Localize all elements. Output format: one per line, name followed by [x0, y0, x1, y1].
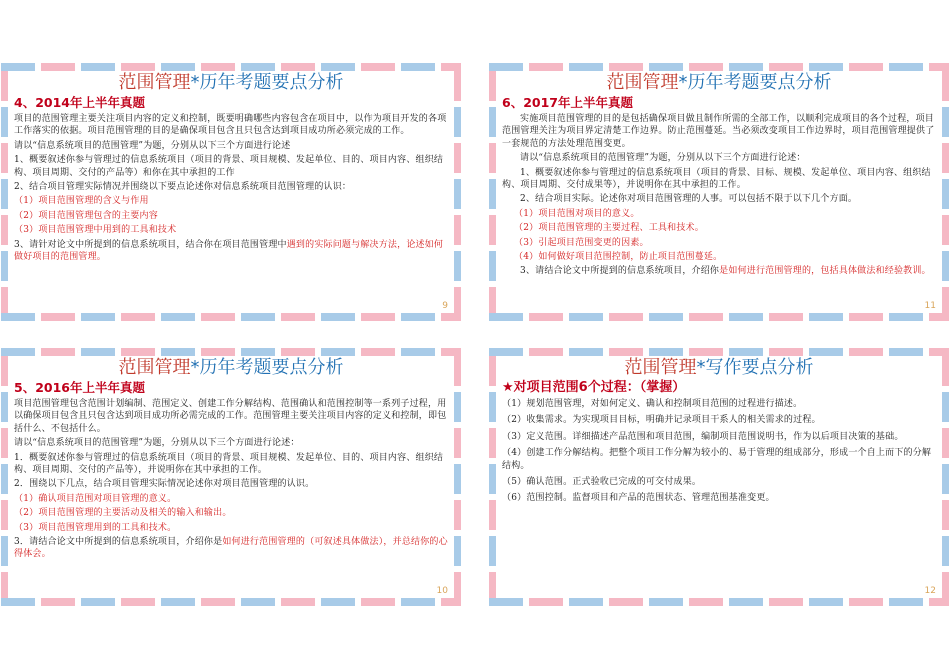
- list-item: （3）定义范围。详细描述产品范围和项目范围，编制项目范围说明书，作为以后项目决策的基础。: [502, 431, 904, 442]
- paragraph: 3、请针对论文中所提到的信息系统项目，结合你在项目范围管理中遇到的实际问题与解决方法，论述如何做好项目的范围管理。: [14, 239, 444, 263]
- slide-heading: ★对项目范围6个过程：（掌握）: [502, 380, 686, 395]
- slide-2014: [1, 63, 461, 321]
- list-item: （1）规划范围管理，对如何定义、确认和控制项目范围的过程进行描述。: [502, 399, 803, 409]
- paragraph: 3．请结合论文中所提到的信息系统项目，介绍你是如何进行范围管理的（可叙述具体做法），并总结你的心得体会。: [14, 537, 448, 560]
- paragraph: 2．围绕以下几点，结合项目管理实际情况论述你对项目范围管理的认识。: [14, 479, 315, 490]
- page-number: 9: [442, 301, 448, 311]
- paragraph: 请以“信息系统项目的范围管理”为题，分别从以下三个方面进行论述：: [14, 438, 300, 449]
- slide-heading: 4、2014年上半年真题: [14, 95, 145, 110]
- paragraph: 请以“信息系统项目的范围管理”为题，分别从以下三个方面进行论述：: [520, 153, 806, 164]
- slide-heading: 6、2017年上半年真题: [502, 95, 633, 110]
- list-item: （1）项目范围管理的含义与作用: [14, 196, 149, 207]
- list-item: （4）创建工作分解结构。把整个项目工作分解为较小的、易于管理的组成部分，形成一个自上而下的分解结构。: [502, 448, 932, 471]
- paragraph: 2、结合项目实际。论述你对项目范围管理的人事。可以包括不限于以下几个方面。: [520, 194, 858, 205]
- list-item: （3）项目范围管理中用到的工具和技术: [14, 225, 177, 236]
- slide-title: 范围管理*写作要点分析: [624, 357, 814, 378]
- paragraph: 1、概要叙述你参与管理过的信息系统项目（项目的背景、项目规模、发起单位、目的、项目内容、组织结构、项目周期、交付的产品等）和你在其中承担的工作: [14, 155, 444, 178]
- page-number: 10: [436, 586, 448, 596]
- paragraph: 1、概要叙述你参与管理过的信息系统项目（项目的背景、目标、规模、发起单位、项目内容、组织结构、项目周期、交付成果等），并说明你在其中承担的工作。: [502, 167, 931, 191]
- paragraph: 1．概要叙述你参与管理过的信息系统项目（项目的背景、项目规模、发起单位、目的、项目内容、组织结构、项目周期、交付的产品等），并说明你在其中承担的工作。: [14, 452, 444, 476]
- list-item: （3）项目范围管理用到的工具和技术。: [14, 522, 177, 533]
- slide-title: 范围管理*历年考题要点分析: [118, 357, 344, 378]
- list-item: （1）项目范围对项目的意义。: [514, 208, 640, 219]
- slide-title: 范围管理*历年考题要点分析: [606, 72, 832, 93]
- list-item: （6）范围控制。监督项目和产品的范围状态、管理范围基准变更。: [502, 493, 775, 504]
- list-item: （2）项目范围管理的主要活动及相关的输入和输出。: [14, 508, 232, 519]
- paragraph: 请以“信息系统项目的范围管理”为题，分别从以下三个方面进行论述: [14, 140, 291, 151]
- slide-2017: [489, 63, 949, 321]
- slide-2016: [1, 348, 461, 606]
- paragraph: 实施项目范围管理的目的是包括确保项目做且制作所需的全部工作，以顺利完成项目的各个过程，项目范围管理关注为项目界定清楚工作边界。防止范围蔓延。当必须改变项目工作边界时，项目范围管理提供了一套规范的方法处理范围变更。: [502, 114, 935, 149]
- slide-heading: 5、2016年上半年真题: [14, 380, 145, 395]
- list-item: （2）项目范围管理的主要过程、工具和技术。: [514, 223, 704, 234]
- page-number: 11: [924, 301, 936, 311]
- list-item: （5）确认范围。正式验收已完成的可交付成果。: [502, 477, 702, 488]
- list-item: （3）引起项目范围变更的因素。: [514, 237, 649, 248]
- list-item: （1）确认项目范围对项目管理的意义。: [14, 493, 177, 504]
- slide-writing-points: [489, 348, 949, 606]
- slide-title: 范围管理*历年考题要点分析: [118, 72, 344, 93]
- list-item: （2）项目范围管理包含的主要内容: [14, 210, 158, 221]
- page-number: 12: [924, 586, 936, 596]
- paragraph: 3、请结合论文中所提到的信息系统项目，介绍你是如何进行范围管理的，包括具体做法和经验教训。: [520, 266, 931, 277]
- list-item: （2）收集需求。为实现项目目标，明确并记录项目干系人的相关需求的过程。: [502, 415, 821, 426]
- list-item: （4）如何做好项目范围控制，防止项目范围蔓延。: [514, 252, 723, 263]
- paragraph: 项目范围管理包含范围计划编制、范围定义、创建工作分解结构、范围确认和范围控制等一系列子过程，用以确保项目包含且只包含达到项目成功所必需完成的工作。范围管理主要关注项目内容的定义和控制，即包括什么、不包括什么。: [14, 399, 447, 434]
- paragraph: 2、结合项目管理实际情况并围绕以下要点论述你对信息系统项目范围管理的认识：: [14, 182, 352, 193]
- paragraph: 项目的范围管理主要关注项目内容的定义和控制，既要明确哪些内容包含在项目中，以作为项目开发的各项工作落实的依据。项目范围管理的目的是确保项目包含且只包含达到项目成功所必须完成的工作。: [14, 114, 447, 137]
